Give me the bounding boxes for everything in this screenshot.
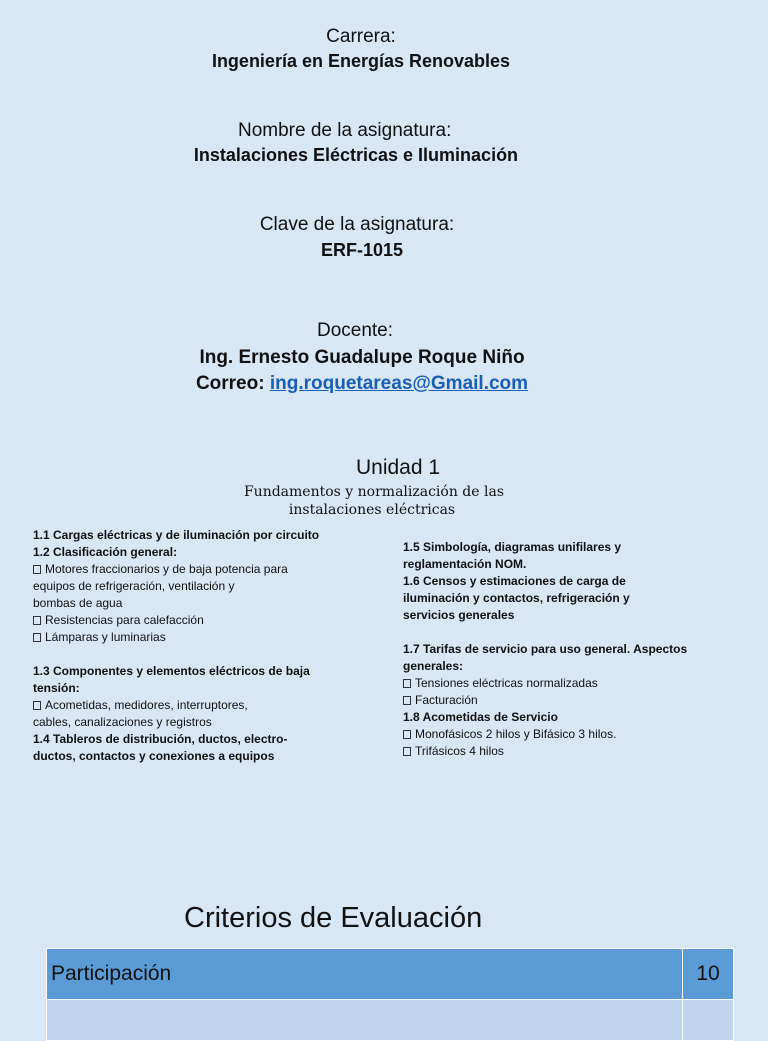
topic-line xyxy=(403,726,743,743)
topic-text: Tensiones eléctricas normalizadas xyxy=(415,676,598,690)
unit-topics-right xyxy=(403,539,743,760)
topic-line xyxy=(403,675,743,692)
topic-text: Resistencias para calefacción xyxy=(45,613,204,627)
topic-text: 1.1 Cargas eléctricas y de iluminación por circuito xyxy=(33,528,320,542)
topic-line xyxy=(403,556,743,573)
topic-line xyxy=(403,692,743,709)
topic-line xyxy=(33,561,373,578)
topic-line xyxy=(33,748,373,765)
topic-text: cables, canalizaciones y registros xyxy=(33,715,212,729)
topic-line xyxy=(403,641,743,658)
clave-label: Clave de la asignatura: xyxy=(259,214,455,235)
topic-text: servicios generales xyxy=(403,608,515,622)
topic-line xyxy=(403,539,743,556)
bullet-icon xyxy=(403,696,411,705)
asignatura-value: Instalaciones Eléctricas e Iluminación xyxy=(193,145,519,165)
unit-topics-left xyxy=(33,527,373,765)
topic-text: 1.3 Componentes y elementos eléctricos de baja xyxy=(33,664,310,678)
topic-text: Motores fraccionarios y de baja potencia para xyxy=(45,562,288,576)
docente-name: Ing. Ernesto Guadalupe Roque Niño xyxy=(199,347,525,368)
topic-line xyxy=(33,544,373,561)
criterio-label: Participación xyxy=(47,949,683,1000)
unidad-subtitle-2: instalaciones eléctricas xyxy=(288,502,456,518)
topic-line xyxy=(403,743,743,760)
topic-line xyxy=(33,680,373,697)
topic-text: iluminación y contactos, refrigeración y xyxy=(403,591,630,605)
topic-text: Lámparas y luminarias xyxy=(45,630,166,644)
clave-value: ERF-1015 xyxy=(320,240,404,260)
topic-text: 1.4 Tableros de distribución, ductos, electro- xyxy=(33,732,288,746)
bullet-icon xyxy=(403,679,411,688)
topic-text: 1.5 Simbología, diagramas unifilares y xyxy=(403,540,622,554)
bullet-icon xyxy=(33,565,41,574)
topic-line xyxy=(33,578,373,595)
criterio-row xyxy=(47,949,734,1000)
topic-text: 1.8 Acometidas de Servicio xyxy=(403,710,558,724)
topic-text: tensión: xyxy=(33,681,80,695)
topic-text: Acometidas, medidores, interruptores, xyxy=(45,698,248,712)
topic-text: Monofásicos 2 hilos y Bifásico 3 hilos. xyxy=(415,727,617,741)
topic-text: 1.7 Tarifas de servicio para uso general. Aspectos xyxy=(403,642,688,656)
topic-line xyxy=(403,709,743,726)
topic-text: equipos de refrigeración, ventilación y xyxy=(33,579,235,593)
topic-line xyxy=(403,607,743,624)
docente-email-line xyxy=(0,373,724,395)
topic-text: reglamentación NOM. xyxy=(403,557,527,571)
topic-text: Trifásicos 4 hilos xyxy=(415,744,504,758)
criterio-label xyxy=(47,1000,683,1041)
topic-text: ductos, contactos y conexiones a equipos xyxy=(33,749,275,763)
topic-line xyxy=(33,663,373,680)
topic-text: generales: xyxy=(403,659,464,673)
topic-text: 1.2 Clasificación general: xyxy=(33,545,178,559)
bullet-icon xyxy=(33,633,41,642)
bullet-icon xyxy=(33,616,41,625)
topic-text: bombas de agua xyxy=(33,596,123,610)
email-label: Correo: xyxy=(195,373,265,394)
asignatura-label: Nombre de la asignatura: xyxy=(238,120,452,141)
criterio-row xyxy=(47,1000,734,1041)
bullet-icon xyxy=(403,730,411,739)
carrera-value: Ingeniería en Energías Renovables xyxy=(211,51,511,71)
topic-line xyxy=(403,624,743,641)
topic-line xyxy=(33,714,373,731)
email-link[interactable]: ing.roquetareas@Gmail.com xyxy=(269,373,529,394)
docente-label: Docente: xyxy=(316,320,394,341)
topic-text: 1.6 Censos y estimaciones de carga de xyxy=(403,574,626,588)
topic-line xyxy=(33,629,373,646)
criterio-value: 10 xyxy=(683,949,734,1000)
topic-line xyxy=(33,527,373,544)
bullet-icon xyxy=(33,701,41,710)
topic-line xyxy=(403,658,743,675)
carrera-label: Carrera: xyxy=(326,26,396,47)
topic-line xyxy=(33,731,373,748)
criterios-table xyxy=(46,948,734,1041)
topic-line xyxy=(33,646,373,663)
topic-line xyxy=(403,573,743,590)
criterios-title: Criterios de Evaluación xyxy=(184,902,483,934)
unidad-title: Unidad 1 xyxy=(355,456,441,479)
topic-line xyxy=(33,697,373,714)
bullet-icon xyxy=(403,747,411,756)
topic-line xyxy=(33,595,373,612)
topic-line xyxy=(33,612,373,629)
topic-text: Facturación xyxy=(415,693,478,707)
topic-line xyxy=(403,590,743,607)
criterio-value xyxy=(683,1000,734,1041)
unidad-subtitle-1: Fundamentos y normalización de las xyxy=(243,484,505,500)
